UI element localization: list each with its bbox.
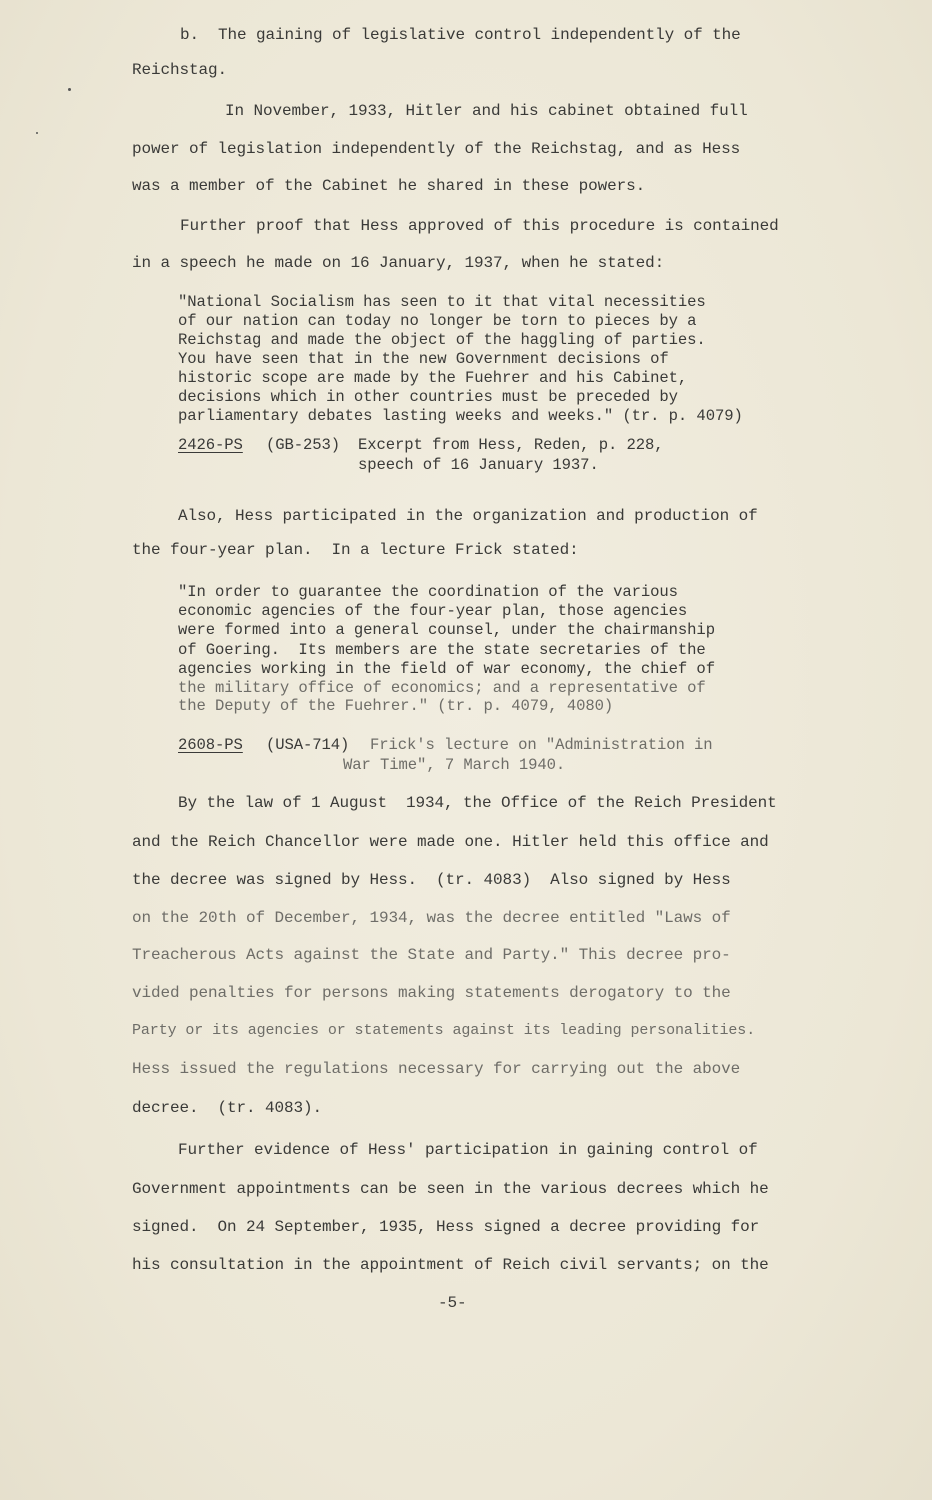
paragraph-line: vided penalties for persons making statements derogatory to the bbox=[132, 984, 731, 1002]
quote-line: "National Socialism has seen to it that vital necessities bbox=[178, 293, 706, 311]
quote-line: agencies working in the field of war economy, the chief of bbox=[178, 660, 715, 678]
paragraph-line: signed. On 24 September, 1935, Hess signed a decree providing for bbox=[132, 1218, 760, 1236]
paragraph-line: his consultation in the appointment of Reich civil servants; on the bbox=[132, 1256, 769, 1274]
quote-line: You have seen that in the new Government decisions of bbox=[178, 350, 669, 368]
section-heading: b. The gaining of legislative control independently of the bbox=[180, 26, 741, 44]
document-reference: 2608-PS bbox=[178, 736, 243, 754]
quote-line: historic scope are made by the Fuehrer and his Cabinet, bbox=[178, 369, 688, 387]
paragraph-line: Treacherous Acts against the State and Party." This decree pro- bbox=[132, 946, 731, 964]
document-reference: 2426-PS bbox=[178, 436, 243, 454]
paragraph-line: By the law of 1 August 1934, the Office of the Reich President bbox=[178, 794, 777, 812]
paragraph-line: the four-year plan. In a lecture Frick stated: bbox=[132, 541, 579, 559]
paragraph-line: Hess issued the regulations necessary for carrying out the above bbox=[132, 1060, 741, 1078]
paragraph-line: the decree was signed by Hess. (tr. 4083) Also signed by Hess bbox=[132, 871, 731, 889]
reference-description: Frick's lecture on "Administration in bbox=[370, 736, 713, 754]
quote-line: parliamentary debates lasting weeks and weeks." (tr. p. 4079) bbox=[178, 407, 743, 425]
paragraph-line: Further evidence of Hess' participation in gaining control of bbox=[178, 1141, 758, 1159]
page-number: -5- bbox=[438, 1294, 467, 1312]
section-heading: Reichstag. bbox=[132, 61, 228, 79]
quote-line: economic agencies of the four-year plan, those agencies bbox=[178, 602, 688, 620]
reference-description: War Time", 7 March 1940. bbox=[343, 756, 566, 774]
quote-line: were formed into a general counsel, under the chairmanship bbox=[178, 621, 715, 639]
quote-line: the Deputy of the Fuehrer." (tr. p. 4079, 4080) bbox=[178, 697, 614, 715]
exhibit-number: (GB-253) bbox=[266, 436, 341, 454]
reference-description: Excerpt from Hess, Reden, p. 228, bbox=[358, 436, 664, 454]
quote-line: of our nation can today no longer be torn to pieces by a bbox=[178, 312, 697, 330]
quote-line: decisions which in other countries must be preceded by bbox=[178, 388, 678, 406]
paper-speck bbox=[68, 88, 71, 91]
paragraph-line: Further proof that Hess approved of this procedure is contained bbox=[180, 217, 779, 235]
paragraph-line: in a speech he made on 16 January, 1937, when he stated: bbox=[132, 254, 665, 272]
paragraph-line: and the Reich Chancellor were made one. Hitler held this office and bbox=[132, 833, 769, 851]
paragraph-line: Also, Hess participated in the organization and production of bbox=[178, 507, 758, 525]
quote-line: Reichstag and made the object of the haggling of parties. bbox=[178, 331, 706, 349]
quote-line: the military office of economics; and a representative of bbox=[178, 679, 706, 697]
paragraph-line: decree. (tr. 4083). bbox=[132, 1099, 323, 1117]
paragraph-line: was a member of the Cabinet he shared in these powers. bbox=[132, 177, 646, 195]
quote-line: of Goering. Its members are the state secretaries of the bbox=[178, 641, 706, 659]
paragraph-line: power of legislation independently of the Reichstag, and as Hess bbox=[132, 140, 741, 158]
paragraph-line: on the 20th of December, 1934, was the decree entitled "Laws of bbox=[132, 909, 731, 927]
paper-speck bbox=[36, 132, 38, 134]
paragraph-line: In November, 1933, Hitler and his cabinet obtained full bbox=[225, 102, 748, 120]
exhibit-number: (USA-714) bbox=[266, 736, 350, 754]
paragraph-line: Party or its agencies or statements against its leading personalities. bbox=[132, 1022, 756, 1039]
reference-description: speech of 16 January 1937. bbox=[358, 456, 599, 474]
quote-line: "In order to guarantee the coordination of the various bbox=[178, 583, 678, 601]
paragraph-line: Government appointments can be seen in the various decrees which he bbox=[132, 1180, 769, 1198]
